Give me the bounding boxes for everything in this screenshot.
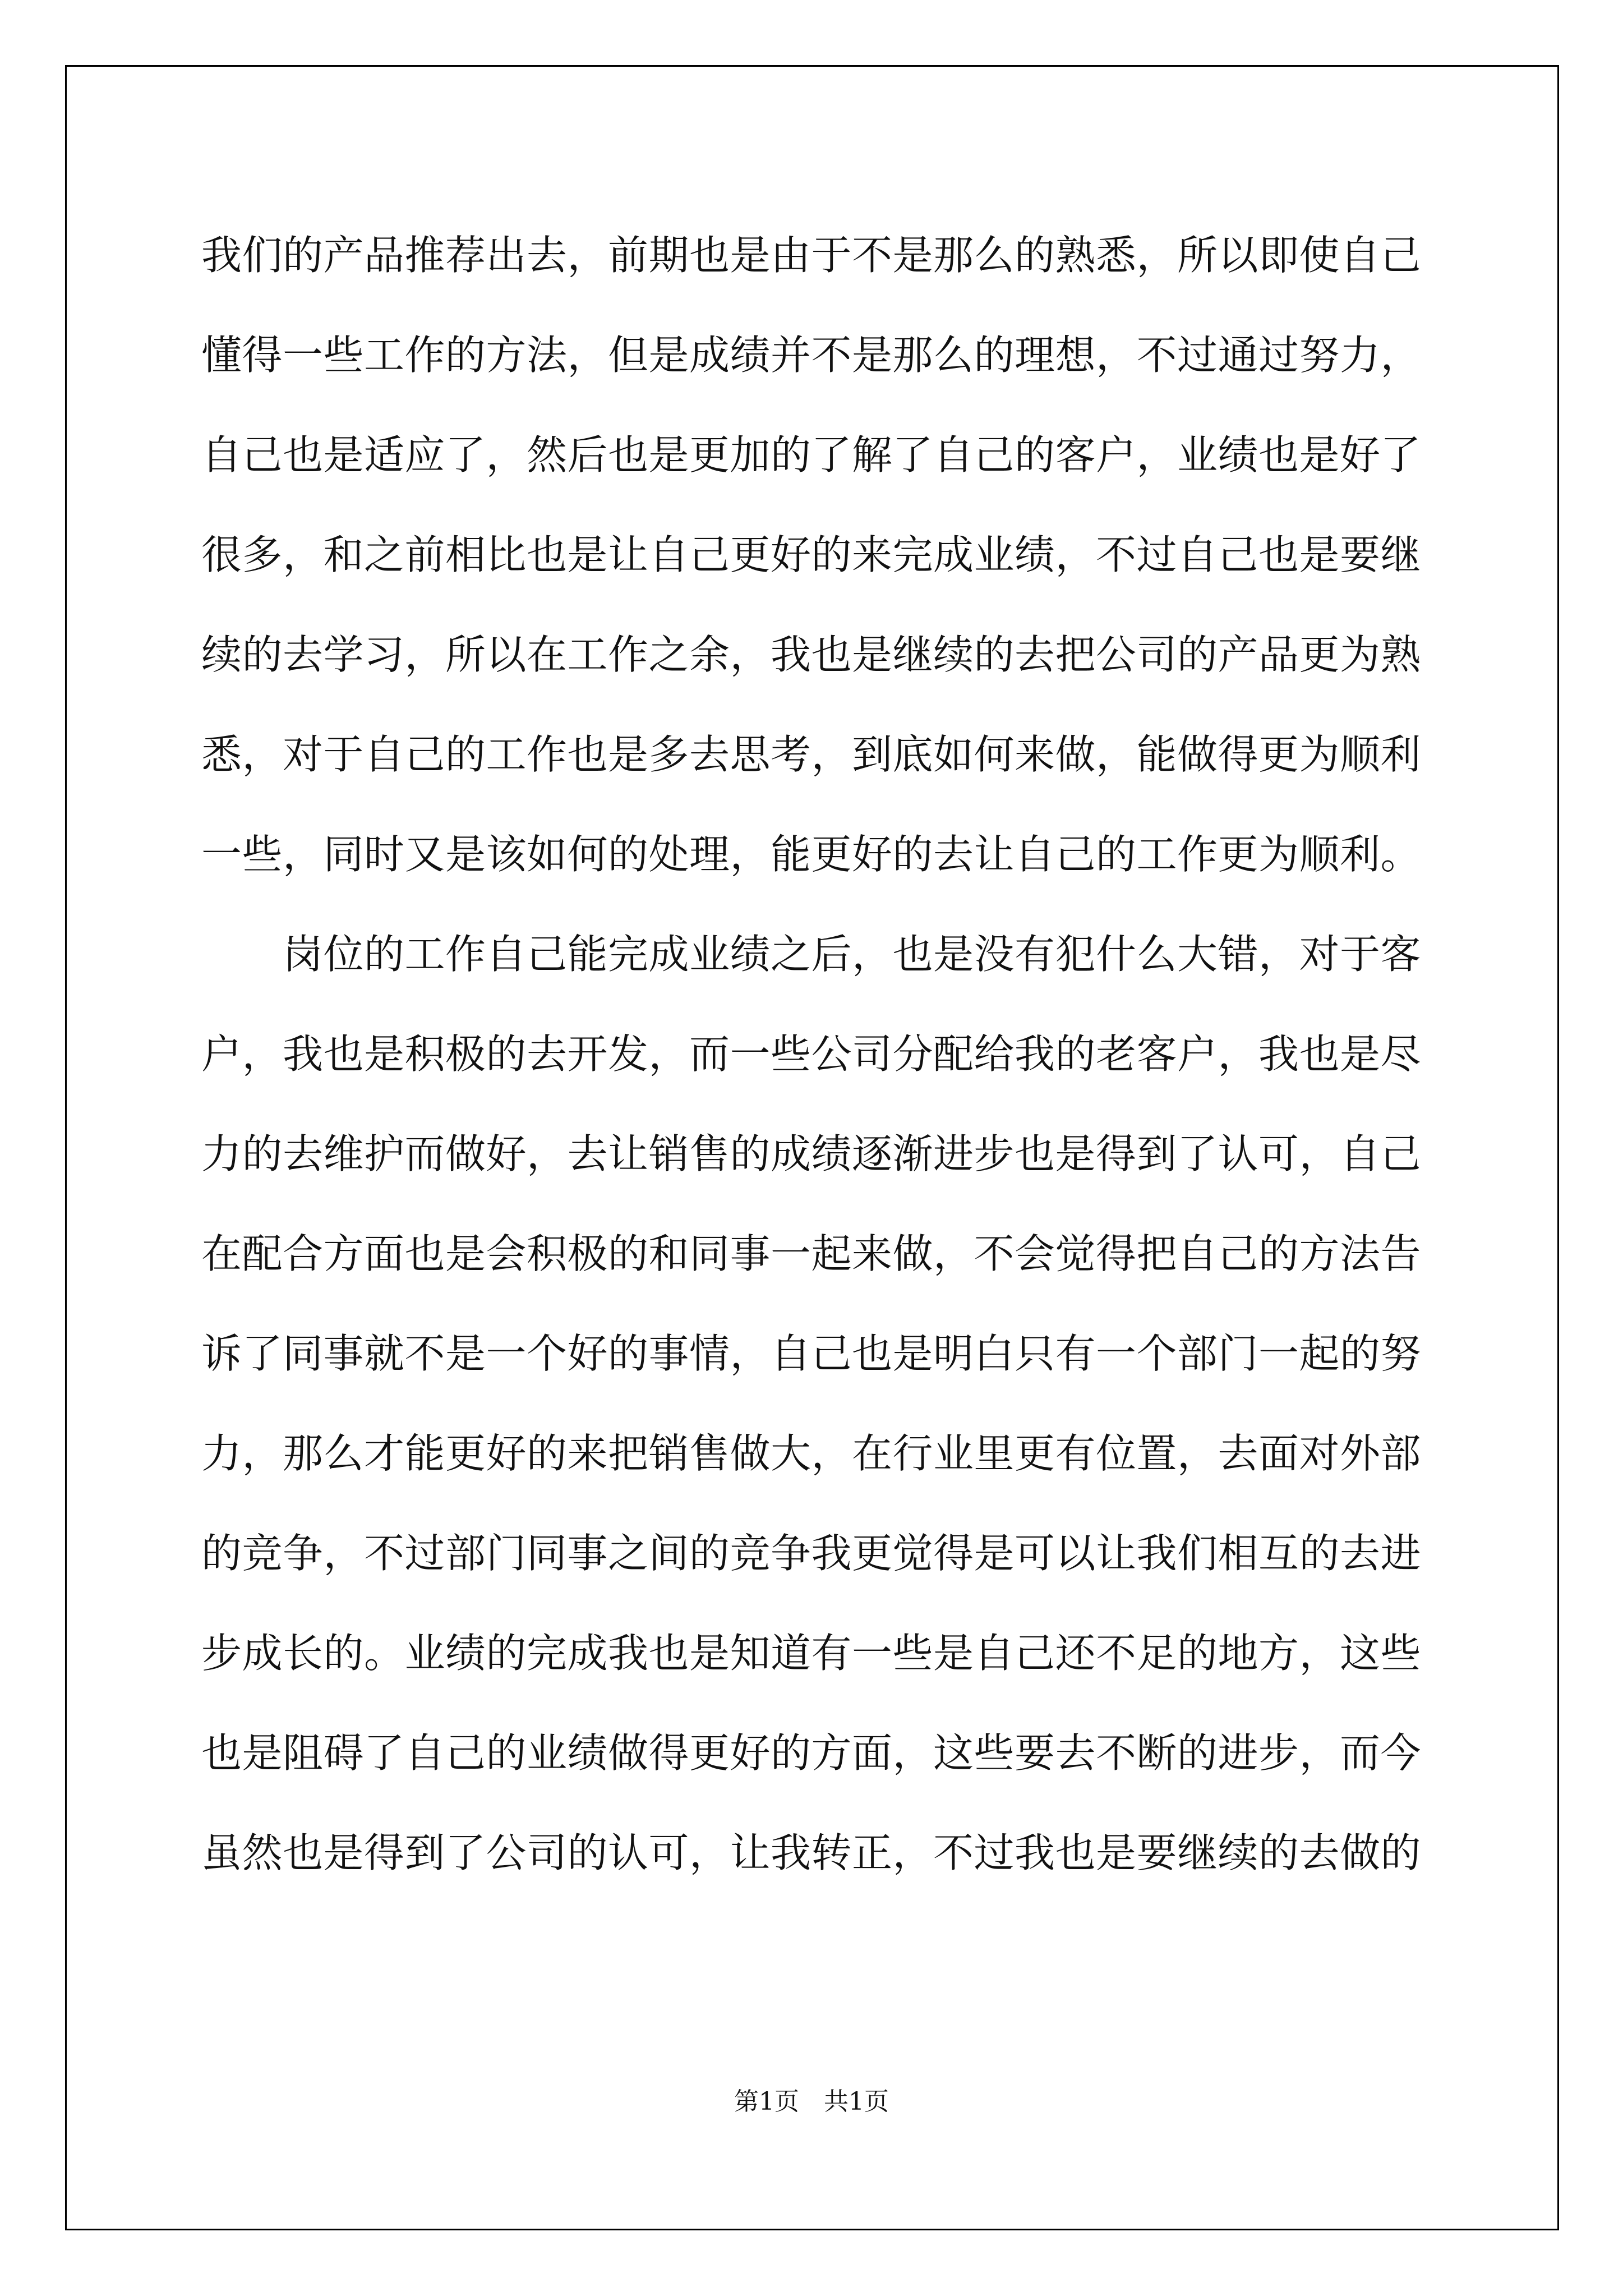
text-line: 虽然也是得到了公司的认可，让我转正，不过我也是要继续的去做的 [201, 1829, 1422, 1876]
text-line: 户，我也是积极的去开发，而一些公司分配给我的老客户，我也是尽 [201, 1030, 1422, 1078]
text-line: 我们的产品推荐出去，前期也是由于不是那么的熟悉，所以即使自己 [201, 232, 1422, 279]
text-line: 续的去学习，所以在工作之余，我也是继续的去把公司的产品更为熟 [201, 631, 1422, 678]
text-line: 悉，对于自己的工作也是多去思考，到底如何来做，能做得更为顺利 [201, 731, 1422, 778]
document-body [201, 213, 1435, 1911]
text-line: 岗位的工作自己能完成业绩之后，也是没有犯什么大错，对于客 [201, 931, 1422, 978]
text-line: 自己也是适应了，然后也是更加的了解了自己的客户，业绩也是好了 [201, 431, 1422, 478]
page-number-footer: 第1页 共1页 [734, 2087, 889, 2116]
text-line: 懂得一些工作的方法，但是成绩并不是那么的理想，不过通过努力， [201, 332, 1422, 379]
text-line: 在配合方面也是会积极的和同事一起来做，不会觉得把自己的方法告 [201, 1230, 1422, 1277]
text-line: 很多，和之前相比也是让自己更好的来完成业绩，不过自己也是要继 [201, 531, 1422, 578]
text-line: 力的去维护而做好，去让销售的成绩逐渐进步也是得到了认可，自己 [201, 1130, 1422, 1177]
text-line: 步成长的。业绩的完成我也是知道有一些是自己还不足的地方，这些 [201, 1630, 1422, 1677]
text-line: 力，那么才能更好的来把销售做大，在行业里更有位置，去面对外部 [201, 1430, 1422, 1477]
text-line: 一些，同时又是该如何的处理，能更好的去让自己的工作更为顺利。 [201, 831, 1422, 878]
text-line: 也是阻碍了自己的业绩做得更好的方面，这些要去不断的进步，而今 [201, 1729, 1422, 1777]
text-line: 的竞争，不过部门同事之间的竞争我更觉得是可以让我们相互的去进 [201, 1530, 1422, 1577]
text-line: 诉了同事就不是一个好的事情，自己也是明白只有一个部门一起的努 [201, 1330, 1422, 1377]
